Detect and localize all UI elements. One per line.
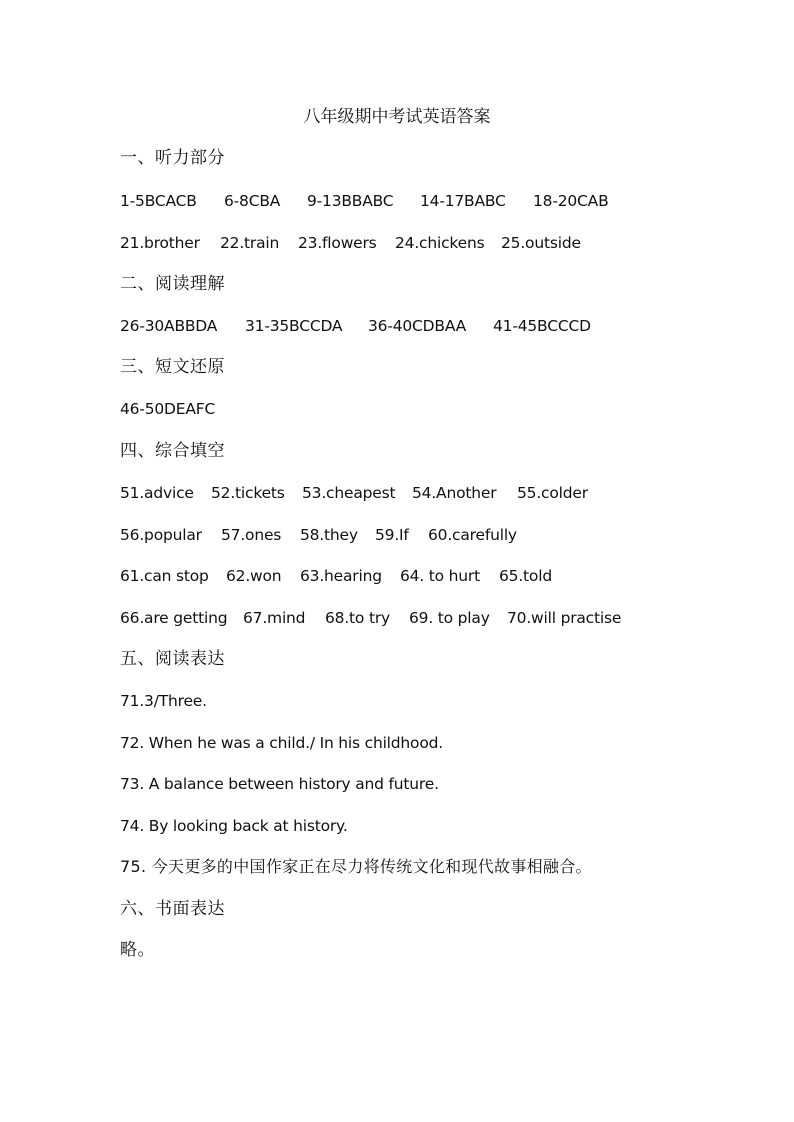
answer-line: 71.3/Three.: [120, 692, 207, 710]
answer-item: 66.are getting: [120, 609, 228, 627]
answer-item: 68.to try: [325, 609, 390, 627]
answer-item: 18-20CAB: [533, 192, 609, 210]
answer-item: 54.Another: [412, 484, 497, 502]
section-heading-reading: 二、阅读理解: [120, 274, 225, 294]
document-title: 八年级期中考试英语答案: [303, 107, 491, 127]
answer-item: 1-5BCACB: [120, 192, 197, 210]
answer-line: 72. When he was a child./ In his childhood.: [120, 734, 443, 752]
answer-item: 57.ones: [221, 526, 282, 544]
answer-item: 25.outside: [501, 234, 581, 252]
section-heading-reading-expression: 五、阅读表达: [120, 649, 225, 669]
answer-item: 24.chickens: [395, 234, 485, 252]
answer-item: 46-50DEAFC: [120, 400, 216, 418]
answer-item: 67.mind: [243, 609, 306, 627]
answer-item: 60.carefully: [428, 526, 517, 544]
answer-line: 75. 今天更多的中国作家正在尽力将传统文化和现代故事相融合。: [120, 857, 592, 876]
answer-item: 64. to hurt: [400, 567, 480, 585]
answer-item: 63.hearing: [300, 567, 382, 585]
answer-item: 56.popular: [120, 526, 202, 544]
answer-row: [120, 397, 215, 421]
answer-item: 59.If: [375, 526, 409, 544]
answer-item: 26-30ABBDA: [120, 317, 218, 335]
answer-item: 61.can stop: [120, 567, 209, 585]
answer-item: 6-8CBA: [224, 192, 281, 210]
section-heading-writing: 六、书面表达: [120, 899, 225, 919]
answer-item: 31-35BCCDA: [245, 317, 343, 335]
answer-item: 62.won: [226, 567, 282, 585]
answer-item: 22.train: [220, 234, 280, 252]
answer-item: 58.they: [300, 526, 358, 544]
answer-line: 74. By looking back at history.: [120, 817, 348, 835]
answer-item: 55.colder: [517, 484, 588, 502]
answer-item: 52.tickets: [211, 484, 285, 502]
answer-item: 53.cheapest: [302, 484, 396, 502]
section-heading-cloze: 四、综合填空: [120, 441, 225, 461]
answer-item: 69. to play: [409, 609, 490, 627]
section-heading-passage-completion: 三、短文还原: [120, 357, 225, 377]
answer-item: 51.advice: [120, 484, 194, 502]
answer-item: 21.brother: [120, 234, 200, 252]
answer-item: 41-45BCCCD: [493, 317, 591, 335]
answer-item: 70.will practise: [507, 609, 622, 627]
section-heading-listening: 一、听力部分: [120, 148, 225, 168]
answer-item: 65.told: [499, 567, 552, 585]
answer-line: 73. A balance between history and future.: [120, 775, 439, 793]
answer-line: 略。: [120, 940, 155, 960]
answer-item: 23.flowers: [298, 234, 377, 252]
answer-item: 9-13BBABC: [307, 192, 394, 210]
answer-item: 14-17BABC: [420, 192, 506, 210]
answer-item: 36-40CDBAA: [368, 317, 467, 335]
